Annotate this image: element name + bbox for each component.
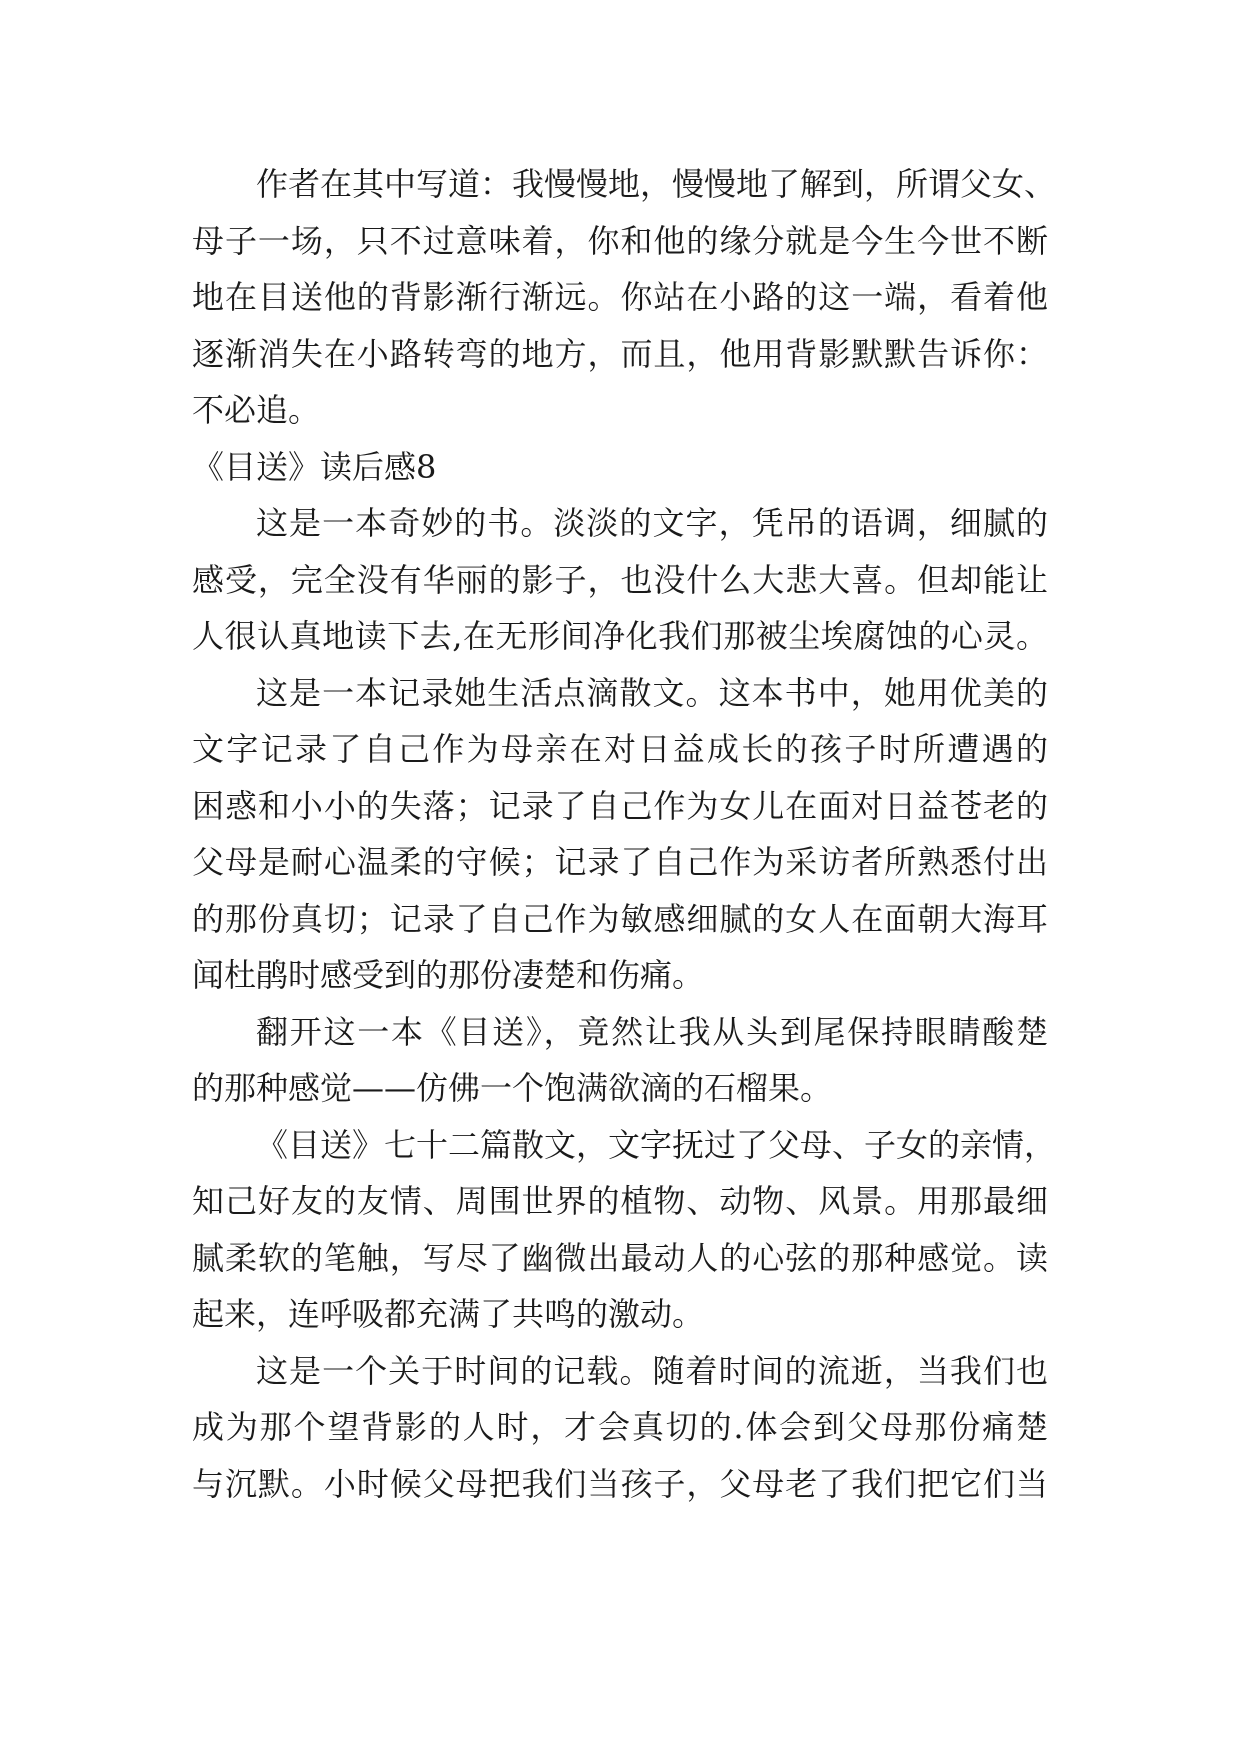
document-body: [192, 156, 1057, 1512]
paragraph-line: 的那种感觉——仿佛一个饱满欲滴的石榴果。: [192, 1069, 833, 1107]
paragraph-line: 与沉默。小时候父母把我们当孩子，父母老了我们把它们当: [192, 1464, 1048, 1503]
paragraph-line: 成为那个望背影的人时，才会真切的.体会到父母那份痛楚: [192, 1408, 1048, 1446]
paragraph-line: 不必追。: [192, 391, 321, 429]
paragraph-line: 腻柔软的笔触，写尽了幽微出最动人的心弦的那种感觉。读: [192, 1238, 1048, 1277]
paragraph-line: 翻开这一本《目送》，竟然让我从头到尾保持眼睛酸楚: [256, 1012, 1048, 1051]
paragraph-line: 作者在其中写道：我慢慢地，慢慢地了解到，所谓父女、: [256, 165, 1057, 203]
paragraph-line: 人很认真地读下去,在无形间净化我们那被尘埃腐蚀的心灵。: [192, 617, 1048, 655]
paragraph-line: 母子一场，只不过意味着，你和他的缘分就是今生今世不断: [192, 221, 1048, 260]
paragraph-line: 知己好友的友情、周围世界的植物、动物、风景。用那最细: [192, 1182, 1048, 1220]
paragraph-line: 的那份真切；记录了自己作为敏感细腻的女人在面朝大海耳: [192, 899, 1048, 938]
paragraph-line: 《目送》七十二篇散文，文字抚过了父母、子女的亲情，: [256, 1125, 1057, 1164]
paragraph-line: 这是一个关于时间的记载。随着时间的流逝，当我们也: [256, 1351, 1048, 1390]
paragraph-line: 这是一本奇妙的书。淡淡的文字，凭吊的语调，细腻的: [256, 504, 1048, 542]
paragraph-line: 父母是耐心温柔的守候；记录了自己作为采访者所熟悉付出: [192, 843, 1048, 881]
section-heading: 《目送》读后感8: [192, 447, 437, 486]
paragraph-line: 逐渐消失在小路转弯的地方，而且，他用背影默默告诉你：: [192, 334, 1048, 373]
paragraph-line: 闻杜鹃时感受到的那份凄楚和伤痛。: [192, 956, 705, 994]
paragraph-line: 这是一本记录她生活点滴散文。这本书中，她用优美的: [256, 673, 1048, 712]
paragraph-line: 文字记录了自己作为母亲在对日益成长的孩子时所遭遇的: [192, 730, 1048, 768]
paragraph-line: 困惑和小小的失落；记录了自己作为女儿在面对日益苍老的: [192, 786, 1048, 825]
paragraph-line: 感受，完全没有华丽的影子，也没什么大悲大喜。但却能让: [192, 560, 1048, 599]
paragraph-line: 地在目送他的背影渐行渐远。你站在小路的这一端，看着他: [192, 278, 1048, 316]
paragraph-line: 起来，连呼吸都充满了共鸣的激动。: [192, 1295, 705, 1333]
